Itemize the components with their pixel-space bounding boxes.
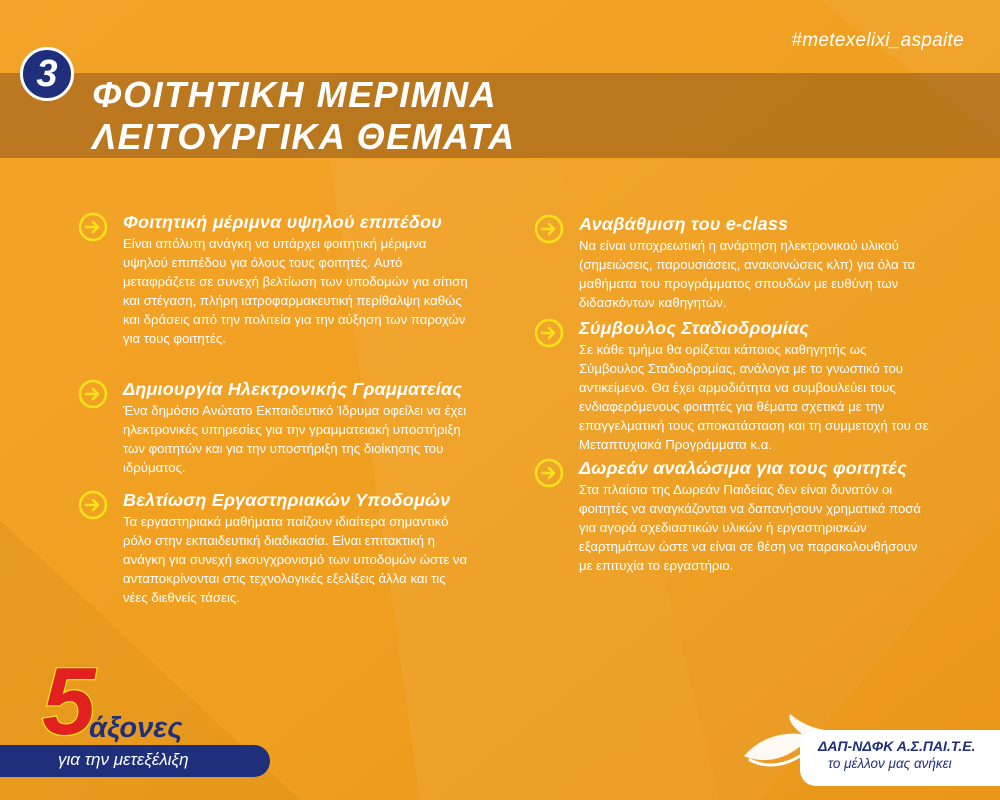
page-title-line-1: ΦΟΙΤΗΤΙΚΗ ΜΕΡΙΜΝΑ bbox=[92, 74, 498, 115]
page-title-line-2: ΛΕΙΤΟΥΡΓΙΚΑ ΘΕΜΑΤΑ bbox=[92, 116, 516, 157]
section-title: Αναβάθμιση του e-class bbox=[579, 214, 789, 234]
section-body: Είναι απόλυτη ανάγκη να υπάρχει φοιτητική μέριμνα υψηλού επιπέδου για όλους τους φοιτητές. Αυτό μεταφράζετε σε συνεχή βελτίωση των υποδομών για σίτιση και στέγαση, πλήρη ιατροφαρμακευτική περίθαλψη καθώς και δράσεις από την πολιτεία για την αύξηση των παροχών για τους φοιτητές. bbox=[123, 236, 468, 346]
arrow-right-icon bbox=[534, 318, 564, 348]
org-tagline: το μέλλον μας ανήκει bbox=[828, 756, 952, 771]
section-body: Ένα δημόσιο Ανώτατο Εκπαιδευτικό Ίδρυμα οφείλει να έχει ηλεκτρονικές υπηρεσίες για την γραμματειακή υποστήριξη των φοιτητών και για την υποστήριξη της διοίκησης του ιδρύματος. bbox=[123, 403, 467, 475]
section-body: Να είναι υποχρεωτική η ανάρτηση ηλεκτρονικού υλικού (σημειώσεις, παρουσιάσεις, ανακοινώσεις κλπ) για όλα τα μαθήματα του προγράμματος σπουδών με ευθύνη των διδασκόντων καθηγητών. bbox=[579, 238, 916, 310]
arrow-right-icon bbox=[78, 379, 108, 409]
section-body: Τα εργαστηριακά μαθήματα παίζουν ιδιαίτερα σημαντικό ρόλο στην εκπαιδευτική διαδικασία. Είναι επιτακτική η ανάγκη για συνεχή εκσυγχρονισμό των υποδομών ώστε να ανταποκρίνονται στις τεχνολογικές εξελίξεις άλλα και τις νέες διεθνείς τάσεις. bbox=[123, 514, 468, 605]
section-title: Φοιτητική μέριμνα υψηλού επιπέδου bbox=[123, 212, 443, 232]
hashtag: #metexelixi_aspaite bbox=[791, 30, 964, 51]
arrow-right-icon bbox=[78, 212, 108, 242]
section-number-badge: 3 bbox=[20, 47, 74, 101]
arrow-right-icon bbox=[534, 214, 564, 244]
campaign-slogan: για την μετεξέλιξη bbox=[58, 750, 189, 769]
section-title: Δημιουργία Ηλεκτρονικής Γραμματείας bbox=[123, 379, 463, 399]
campaign-number: 5 bbox=[42, 654, 96, 744]
section-title: Σύμβουλος Σταδιοδρομίας bbox=[579, 318, 810, 338]
arrow-right-icon bbox=[78, 490, 108, 520]
org-name: ΔΑΠ-ΝΔΦΚ Α.Σ.ΠΑΙ.Τ.Ε. bbox=[818, 738, 976, 754]
section-body: Σε κάθε τμήμα θα ορίζεται κάποιος καθηγητής ως Σύμβουλος Σταδιοδρομίας, ανάλογα με το γνωστικό του αντικείμενο. Θα έχει αρμοδιότητα να συμβουλεύει τους ενδιαφερόμενους φοιτητές για θέματα σχετικά με την επαγγελματική τους αποκατάσταση και τη συμμετοχή του σε Μεταπτυχιακά Προγράμματα κ.α. bbox=[579, 342, 929, 452]
campaign-word: άξονες bbox=[89, 712, 183, 744]
section-title: Δωρεάν αναλώσιμα για τους φοιτητές bbox=[579, 458, 907, 478]
section-body: Στα πλαίσια της Δωρεάν Παιδείας δεν είναι δυνατόν οι φοιτητές να αναγκάζονται να δαπανήσουν χρηματικά ποσά για αγορά σχεδιαστικών υλικών ή εργαστηριακών εξαρτημάτων ώστε να είναι σε θέση να παρακολουθήσουν με επιτυχία το εργαστήριο. bbox=[579, 482, 922, 573]
arrow-right-icon bbox=[534, 458, 564, 488]
section-title: Βελτίωση Εργαστηριακών Υποδομών bbox=[123, 490, 451, 510]
